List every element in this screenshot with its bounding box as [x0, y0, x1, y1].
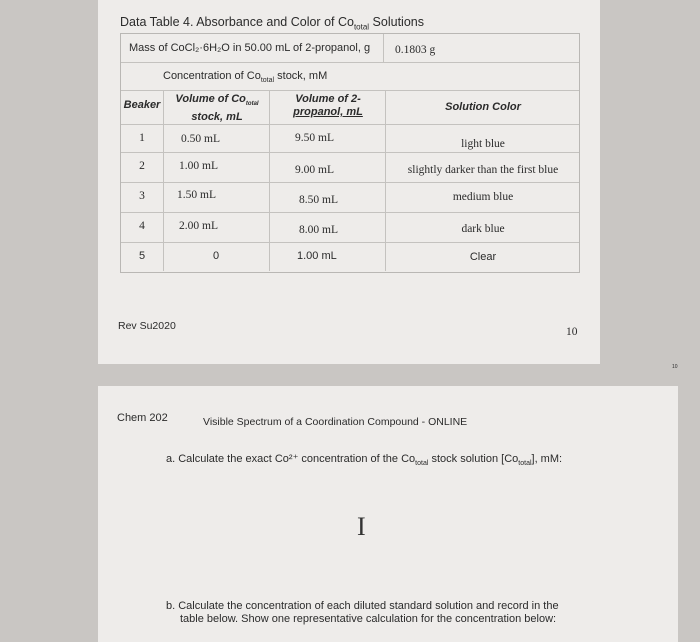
header-beaker: Beaker: [123, 99, 161, 111]
propanol-volume: 8.50 mL: [299, 194, 338, 206]
stock-volume: 1.00 mL: [179, 160, 218, 172]
beaker-number: 4: [139, 220, 145, 232]
revision-label: Rev Su2020: [118, 320, 176, 332]
page-number: 10: [566, 326, 578, 338]
header-volume-stock: Volume of $Co_{total}$ stock, mL: [175, 93, 259, 124]
header-solution-color: Solution Color: [445, 101, 521, 113]
solution-color: slightly darker than the first blue: [407, 164, 559, 176]
solution-color: dark blue: [461, 223, 505, 235]
question-b-line-2: table below. Show one representative calculation for the concentration below:: [180, 613, 557, 625]
tiny-page-number: 10: [672, 364, 678, 370]
course-label: Chem 202: [117, 412, 168, 424]
beaker-number: 2: [139, 160, 145, 172]
data-table: [120, 33, 580, 273]
question-a: a. Calculate the exact Co²⁺ concentration of the $Co_{total}$ stock solution $[Co_{total}]$, mM:: [166, 453, 563, 468]
propanol-volume: 9.50 mL: [295, 132, 334, 144]
beaker-number: 5: [138, 250, 146, 262]
propanol-volume: 8.00 mL: [299, 224, 338, 236]
question-b-line-1: b. Calculate the concentration of each diluted standard solution and record in the: [166, 600, 559, 612]
propanol-volume: 1.00 mL: [297, 250, 337, 262]
text-cursor-icon: I: [357, 512, 366, 541]
beaker-number: 3: [139, 190, 145, 202]
stock-volume: 0: [213, 250, 220, 262]
header-volume-propanol: Volume of 2- propanol, mL: [293, 93, 363, 118]
table-title: Data Table 4. Absorbance and Color of $Co_{total}$ Solutions: [120, 15, 424, 32]
stock-volume: 2.00 mL: [179, 220, 218, 232]
lab-title: Visible Spectrum of a Coordination Compound - ONLINE: [203, 416, 468, 428]
stock-volume: 1.50 mL: [177, 189, 216, 201]
beaker-number: 1: [139, 132, 145, 144]
propanol-volume: 9.00 mL: [295, 164, 334, 176]
mass-value: 0.1803 g: [395, 44, 436, 56]
mass-label: Mass of CoCl₂·6H₂O in 50.00 mL of 2-propanol, g: [129, 42, 371, 54]
solution-color: light blue: [461, 138, 505, 150]
solution-color: Clear: [469, 251, 497, 263]
stock-volume: 0.50 mL: [181, 133, 220, 145]
solution-color: medium blue: [452, 191, 514, 203]
concentration-label: Concentration of $Co_{total}$ stock, mM: [163, 70, 328, 85]
